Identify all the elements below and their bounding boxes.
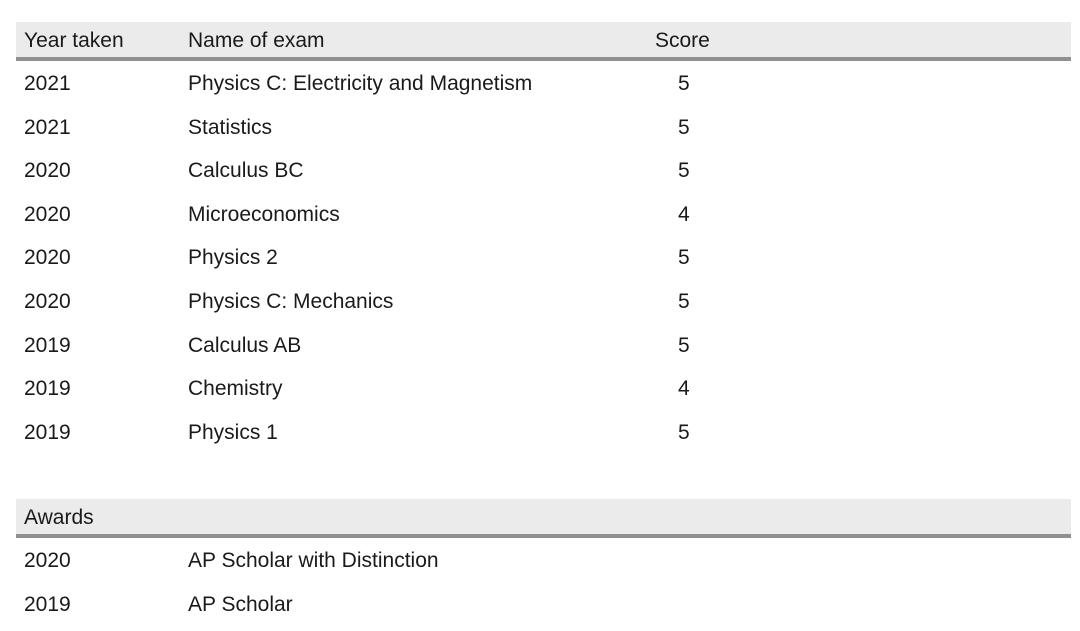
score-column-header: Score <box>655 29 710 52</box>
exam-name: Chemistry <box>188 377 283 401</box>
award-name: AP Scholar <box>188 592 293 616</box>
exam-year: 2021 <box>24 72 71 95</box>
table-row <box>16 235 1071 279</box>
exam-name: Physics 2 <box>188 246 278 270</box>
exam-name: Statistics <box>188 115 273 139</box>
exam-score: 5 <box>678 333 690 357</box>
table-row <box>16 148 1071 192</box>
exam-year: 2021 <box>24 115 71 139</box>
exam-year: 2020 <box>24 246 71 270</box>
award-year: 2020 <box>24 549 71 572</box>
exam-score: 5 <box>678 420 690 444</box>
exam-name-column-header: Name of exam <box>188 29 325 52</box>
exam-score: 5 <box>678 72 690 95</box>
exam-score: 5 <box>678 159 690 183</box>
exam-score: 4 <box>678 377 690 401</box>
exam-name: Physics C: Electricity and Magnetism <box>188 72 533 95</box>
award-name: AP Scholar with Distinction <box>188 549 439 572</box>
exam-name: Physics 1 <box>188 420 278 444</box>
table-row <box>16 582 1071 626</box>
table-row <box>16 105 1071 149</box>
exam-name: Physics C: Mechanics <box>188 289 394 313</box>
table-row <box>16 538 1071 582</box>
exam-year: 2020 <box>24 202 71 226</box>
exams-table-header <box>16 22 1071 61</box>
table-row <box>16 366 1071 410</box>
award-year: 2019 <box>24 592 71 616</box>
exam-score: 4 <box>678 202 690 226</box>
table-row <box>16 323 1071 367</box>
exam-year: 2020 <box>24 289 71 313</box>
exam-score: 5 <box>678 289 690 313</box>
table-row <box>16 279 1071 323</box>
table-row <box>16 410 1071 454</box>
exam-name: Microeconomics <box>188 202 340 226</box>
exam-name: Calculus BC <box>188 159 304 183</box>
exam-score: 5 <box>678 115 690 139</box>
exam-year: 2019 <box>24 333 71 357</box>
awards-table-header <box>16 499 1071 538</box>
exam-year: 2019 <box>24 377 71 401</box>
exam-year: 2020 <box>24 159 71 183</box>
exam-score: 5 <box>678 246 690 270</box>
table-row <box>16 61 1071 105</box>
exam-year: 2019 <box>24 420 71 444</box>
awards-header-label: Awards <box>24 506 94 529</box>
exams-table <box>16 22 1071 453</box>
table-row <box>16 192 1071 236</box>
exam-name: Calculus AB <box>188 333 302 357</box>
year-column-header: Year taken <box>24 29 124 52</box>
awards-table <box>16 499 1071 625</box>
